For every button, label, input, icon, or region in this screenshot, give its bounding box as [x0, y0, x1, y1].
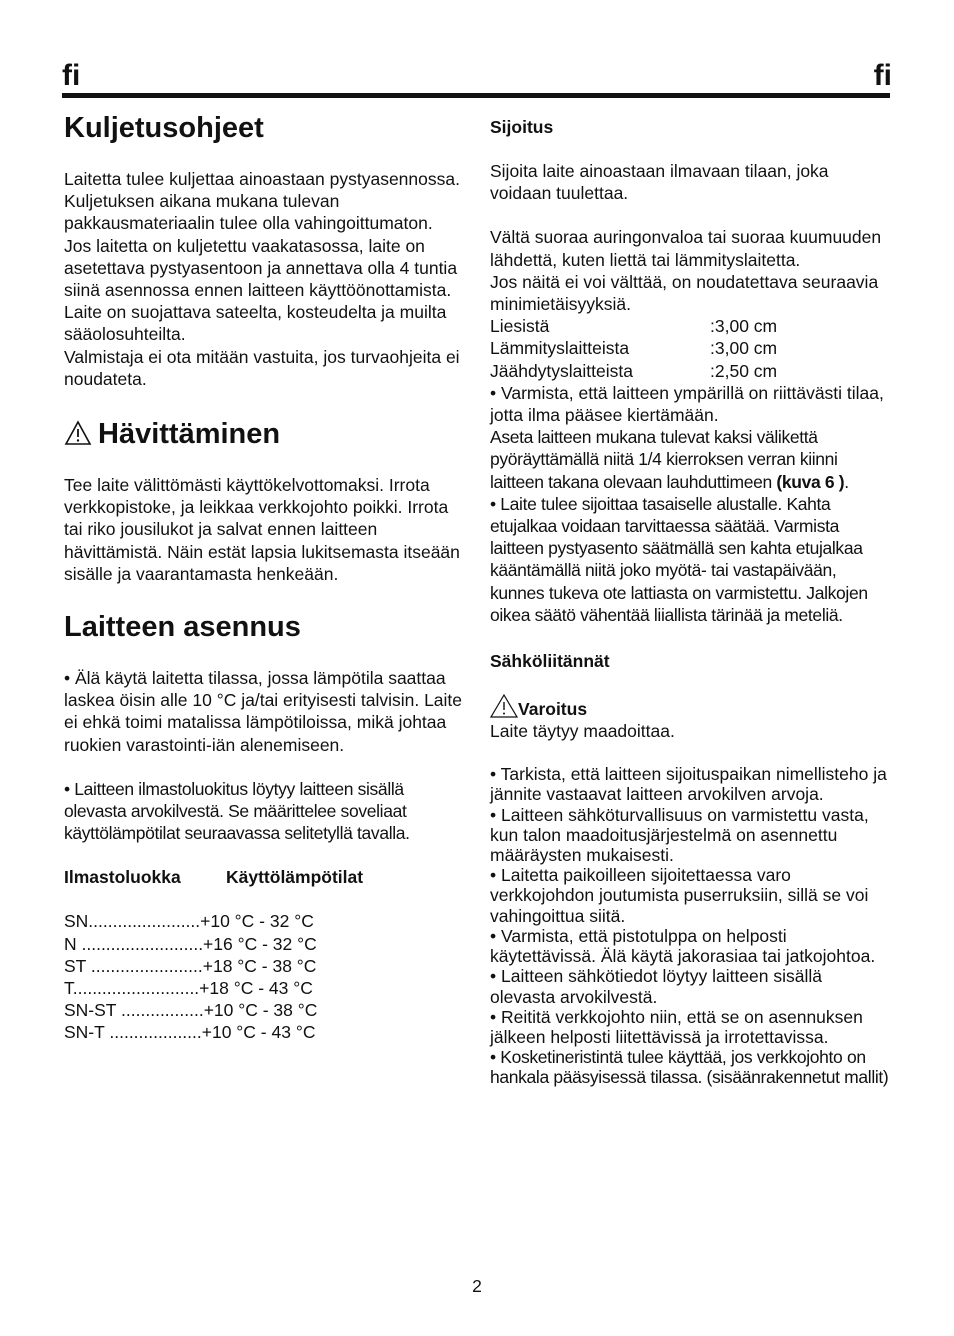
header-rule — [62, 93, 890, 98]
install-title: Laitteen asennus — [64, 611, 301, 644]
language-code-right: fi — [873, 59, 892, 92]
climate-row: SN.......................+10 °C - 32 °C — [64, 911, 314, 932]
page-number: 2 — [472, 1276, 482, 1296]
warning-triangle-icon — [64, 420, 92, 446]
disposal-title — [64, 416, 466, 452]
electric-title: Sähköliitännät — [490, 651, 610, 672]
distance-row — [490, 315, 892, 337]
placement-title: Sijoitus — [490, 117, 554, 137]
electric-item: • Reititä verkkojohto niin, että se on asennuksen jälkeen helposti liitettävissä ja irrotettavissa. — [490, 1006, 863, 1047]
left-column — [64, 110, 466, 1044]
figure-reference: (kuva 6 ) — [776, 471, 845, 492]
electric-item: • Laitteen sähkötiedot löytyy laitteen sisällä olevasta arvokilvestä. — [490, 966, 823, 1007]
placement-text-5-main: Aseta laitteen mukana tulevat kaksi välikettä pyöräyttämällä niitä 1/4 kierroksen verran kiinni laitteen takana olevaan lauhduttimeen — [490, 427, 838, 492]
warning-title: Varoitus — [518, 699, 588, 720]
climate-temp-header: Käyttölämpötilat — [226, 867, 364, 888]
disposal-title-text: Hävittäminen — [98, 418, 281, 451]
right-column — [490, 116, 892, 1088]
electric-item: • Kosketineristintä tulee käyttää, jos verkkojohto on hankala pääsyisessä tilassa. (sisäänrakennetut mallit) — [490, 1047, 889, 1088]
placement-text-6: • Laite tulee sijoittaa tasaiselle alustalle. Kahta etujalkaa voidaan tarvittaessa säätää. Varmista laitteen pystyasento säätmällä sen kahta etujalkaa kääntämällä niitä joko myötä- tai vastapäivään, kunnes tukeva ote lattiasta on varmistettu. Jalkojen oikea säätö vähentää liiallista tärinää ja meteliä. — [490, 493, 868, 625]
transport-title: Kuljetusohjeet — [64, 112, 264, 144]
warning-text: Laite täytyy maadoittaa. — [490, 721, 675, 742]
transport-text-1: Laitetta tulee kuljettaa ainoastaan pystyasennossa. — [64, 169, 460, 189]
distance-row — [490, 360, 892, 382]
install-bullet-2: • Laitteen ilmastoluokitus löytyy laitteen sisällä olevasta arvokilvestä. Se määrittelee soveliaat käyttölämpötilat seuraavassa selitetyllä tavalla. — [64, 778, 410, 844]
warning-heading — [490, 698, 892, 720]
climate-row: SN-ST .................+10 °C - 38 °C — [64, 1000, 318, 1021]
climate-row: N .........................+16 °C - 32 °C — [64, 933, 317, 954]
language-code-left: fi — [62, 59, 81, 92]
placement-text-3: Jos näitä ei voi välttää, on noudatettava seuraavia minimietäisyyksiä. — [490, 271, 879, 315]
distance-label: Lämmityslaitteista — [490, 338, 630, 359]
distance-value: :3,00 cm — [710, 338, 778, 359]
placement-text-1: Sijoita laite ainoastaan ilmavaan tilaan, joka voidaan tuulettaa. — [490, 161, 829, 204]
electric-item: • Tarkista, että laitteen sijoituspaikan nimellisteho ja jännite vastaavat laitteen arvokilven arvoja. — [490, 764, 887, 805]
placement-text-5 — [490, 426, 892, 493]
climate-class-header: Ilmastoluokka — [64, 867, 181, 888]
transport-text-3: Jos laitetta on kuljetettu vaakatasossa, laite on asetettava pystyasentoon ja annettava olla 4 tuntia siinä asennossa ennen laitteen käyttöönottamista. — [64, 235, 458, 301]
warning-triangle-icon — [490, 694, 518, 718]
electric-item: • Laitteen sähköturvallisuus on varmistettu vasta, kun talon maadoitusjärjestelmä on asennettu määräysten mukaisesti. — [490, 804, 869, 866]
electric-item: • Laitetta paikoilleen sijoitettaessa varo verkkojohdon joutumista puserruksiin, sillä se voi vahingoittua siitä. — [490, 865, 869, 926]
distance-row — [490, 337, 892, 359]
disposal-text: Tee laite välittömästi käyttökelvottomaksi. Irrota verkkopistoke, ja leikkaa verkkojohto poikki. Irrota tai riko jousilukot ja salvat ennen laitteen hävittämistä. Näin estät lapsia lukitsemasta itseään sisälle ja vaarantamasta henkeään. — [64, 475, 460, 584]
placement-text-5-end: . — [844, 471, 849, 492]
climate-row: ST .......................+18 °C - 38 °C — [64, 955, 317, 976]
transport-text-2: Kuljetuksen aikana mukana tulevan pakkausmateriaalin tulee olla vahingoittumaton. — [64, 191, 433, 234]
placement-text-2: Vältä suoraa auringonvaloa tai suoraa kuumuuden lähdettä, kuten liettä tai lämmityslaitetta. — [490, 227, 882, 270]
transport-text-5: Valmistaja ei ota mitään vastuita, jos turvaohjeita ei noudateta. — [64, 346, 460, 389]
electric-item: • Varmista, että pistotulppa on helposti käytettävissä. Älä käytä jakorasiaa tai jatkojohtoa. — [490, 925, 876, 967]
placement-text-4: • Varmista, että laitteen ympärillä on riittävästi tilaa, jotta ilma pääsee kiertämään. — [490, 382, 884, 426]
climate-row: T..........................+18 °C - 43 °C — [64, 978, 313, 999]
climate-row: SN-T ...................+10 °C - 43 °C — [64, 1022, 316, 1043]
distance-value: :3,00 cm — [710, 316, 778, 337]
climate-table-header — [64, 866, 466, 888]
distance-label: Jäähdytyslaitteista — [490, 360, 633, 381]
transport-text-4: Laite on suojattava sateelta, kosteudelta ja muilta sääolosuhteilta. — [64, 302, 447, 345]
install-bullet-1: • Älä käytä laitetta tilassa, jossa lämpötila saattaa laskea öisin alle 10 °C ja/tai erityisesti talvisin. Laite ei ehkä toimi matalissa lämpötiloissa, mikä johtaa ruokien varastointi-iän alenemiseen. — [64, 668, 463, 755]
distance-label: Liesistä — [490, 316, 550, 337]
distance-value: :2,50 cm — [710, 360, 778, 381]
